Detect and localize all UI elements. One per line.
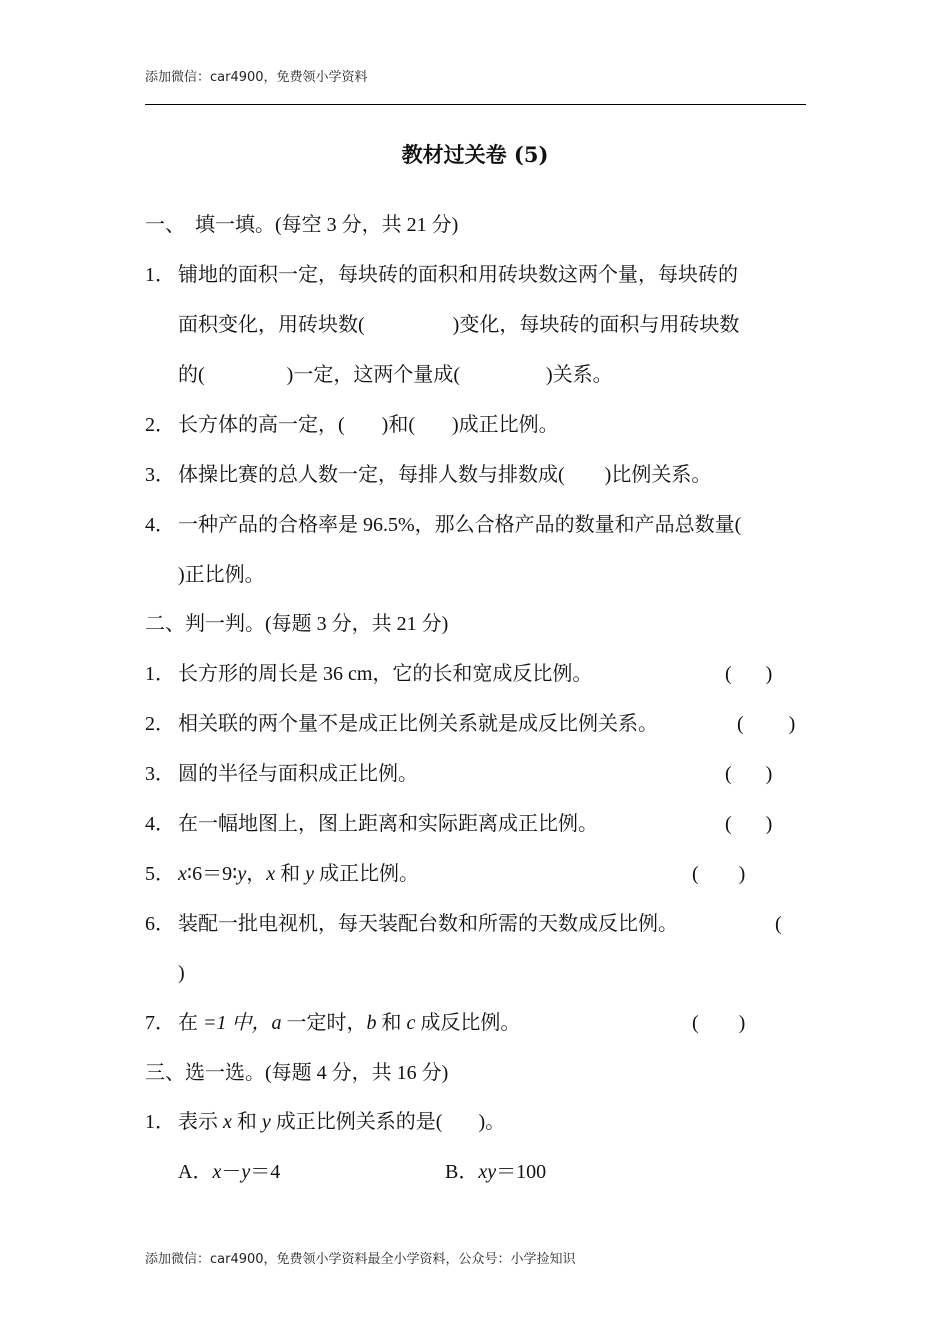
math-variable: x xyxy=(178,863,187,885)
math-variable: x xyxy=(212,1161,222,1183)
answer-parentheses[interactable]: ( ) xyxy=(725,763,773,785)
s1-q1-line3 xyxy=(178,363,613,387)
question-text: )和( xyxy=(381,414,415,436)
question-text: ， xyxy=(246,863,267,885)
question-text: 在 xyxy=(178,1012,203,1034)
math-variable: xy xyxy=(478,1161,497,1183)
question-text: )一定，这两个量成( xyxy=(286,364,460,386)
question-text: )变化，每块砖的面积与用砖块数 xyxy=(452,314,740,336)
question-number: 2． xyxy=(145,713,175,735)
question-text: )关系。 xyxy=(546,364,613,386)
s1-q4-line1 xyxy=(145,513,741,537)
math-variable: y xyxy=(305,863,314,885)
question-number: 3． xyxy=(145,464,175,486)
question-text: 的( xyxy=(178,364,205,386)
math-variable: y xyxy=(261,1111,271,1133)
answer-paren-close[interactable]: ) xyxy=(178,962,185,984)
s1-q4-line2: )正比例。 xyxy=(178,564,265,586)
question-text: ∶6＝9∶ xyxy=(186,863,238,885)
question-text: 一种产品的合格率是 96.5%，那么合格产品的数量和产品总数量( xyxy=(178,514,742,536)
s2-q2 xyxy=(145,712,658,736)
option-b[interactable] xyxy=(445,1160,546,1184)
question-text: 圆的半径与面积成正比例。 xyxy=(178,763,418,785)
question-text: 和 xyxy=(275,863,306,885)
s2-q4 xyxy=(145,812,598,836)
equation-rest: ＝4 xyxy=(250,1161,281,1183)
s2-q6-line1 xyxy=(145,912,678,936)
question-text: )成正比例。 xyxy=(452,414,559,436)
answer-parentheses[interactable]: ( ) xyxy=(692,1012,746,1034)
math-variable: b xyxy=(366,1012,377,1034)
question-text: 在一幅地图上，图上距离和实际距离成正比例。 xyxy=(178,813,598,835)
question-number: 1． xyxy=(145,264,175,286)
question-number: 7． xyxy=(145,1012,175,1034)
question-text: )。 xyxy=(478,1111,506,1133)
math-variable: x xyxy=(223,1111,232,1133)
equation-rest: ＝100 xyxy=(496,1161,547,1183)
math-variable: y xyxy=(237,863,247,885)
question-number: 1． xyxy=(145,663,175,685)
question-text: 和 xyxy=(376,1012,407,1034)
page-title: 教材过关卷 (5) xyxy=(401,142,549,167)
page-header: 添加微信：car4900，免费领小学资料 xyxy=(145,70,368,85)
option-a[interactable] xyxy=(178,1160,280,1184)
question-text: 表示 xyxy=(178,1111,223,1133)
section2-heading: 二、判一判。(每题 3 分，共 21 分) xyxy=(145,613,449,635)
answer-paren-open[interactable]: ( xyxy=(775,913,782,935)
s2-q7 xyxy=(145,1011,520,1035)
s1-q1-line1 xyxy=(145,263,738,287)
question-number: 4． xyxy=(145,514,175,536)
math-variable: x xyxy=(266,863,276,885)
question-text: 面积变化，用砖块数( xyxy=(178,314,365,336)
s1-q2 xyxy=(145,413,559,437)
answer-parentheses[interactable]: ( ) xyxy=(725,663,773,685)
s2-q5 xyxy=(145,862,419,886)
question-text: 成正比例关系的是( xyxy=(270,1111,443,1133)
s2-q3 xyxy=(145,762,418,786)
question-text: 成反比例。 xyxy=(415,1012,521,1034)
question-text: 相关联的两个量不是成正比例关系就是成反比例关系。 xyxy=(178,713,658,735)
section3-heading: 三、选一选。(每题 4 分，共 16 分) xyxy=(145,1062,449,1084)
math-variable: c xyxy=(406,1012,416,1034)
question-number: 2． xyxy=(145,414,175,436)
question-number: 6． xyxy=(145,913,175,935)
question-number: 4． xyxy=(145,813,175,835)
question-text: )比例关系。 xyxy=(604,464,712,486)
question-text: 铺地的面积一定，每块砖的面积和用砖块数这两个量，每块砖的 xyxy=(178,264,738,286)
section1-heading: 一、 填一填。(每空 3 分，共 21 分) xyxy=(145,214,459,236)
operator: － xyxy=(221,1161,242,1183)
math-variable: y xyxy=(241,1161,251,1183)
question-text: 体操比赛的总人数一定，每排人数与排数成( xyxy=(178,464,565,486)
s3-q1 xyxy=(145,1110,505,1134)
s1-q1-line2 xyxy=(178,313,739,337)
question-text: 一定时， xyxy=(281,1012,367,1034)
option-label: B． xyxy=(445,1161,479,1183)
question-number: 3． xyxy=(145,763,175,785)
option-label: A． xyxy=(178,1161,213,1183)
question-text: 和 xyxy=(231,1111,262,1133)
answer-parentheses[interactable]: ( ) xyxy=(737,713,796,735)
question-text: 成正比例。 xyxy=(313,863,419,885)
header-rule xyxy=(145,104,806,105)
question-number: 1． xyxy=(145,1111,175,1133)
math-variable: a xyxy=(271,1012,282,1034)
question-text: 长方形的周长是 36 cm，它的长和宽成反比例。 xyxy=(178,663,593,685)
question-text: 装配一批电视机，每天装配台数和所需的天数成反比例。 xyxy=(178,913,678,935)
question-text: 长方体的高一定，( xyxy=(178,414,345,436)
question-number: 5． xyxy=(145,863,175,885)
page-footer: 添加微信：car4900，免费领小学资料最全小学资料，公众号：小学捡知识 xyxy=(145,1252,576,1267)
s2-q1 xyxy=(145,662,592,686)
s1-q3 xyxy=(145,463,711,487)
answer-parentheses[interactable]: ( ) xyxy=(692,863,746,885)
answer-parentheses[interactable]: ( ) xyxy=(725,813,773,835)
formula: =1 中， xyxy=(203,1012,272,1034)
